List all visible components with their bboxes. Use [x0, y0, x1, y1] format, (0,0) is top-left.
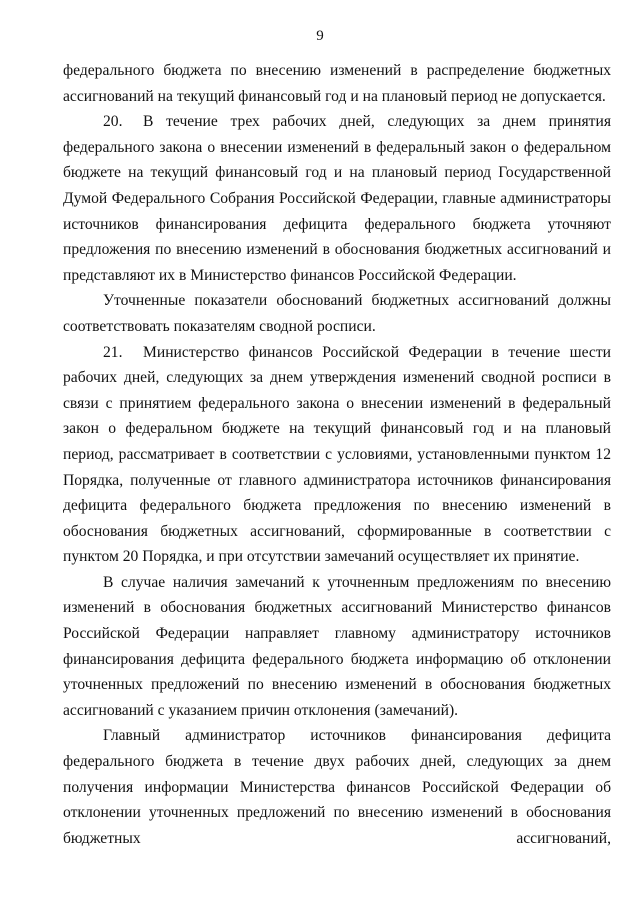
paragraph-remarks: В случае наличия замечаний к уточненным предложениям по внесению изменений в обоснования бюджетных ассигнований Министерство финансов Российской Федерации направляет главному администратору источников финансирования дефицита федерального бюджета информацию об отклонении уточненных предложений по внесению изменений в обоснования бюджетных ассигнований с указанием причин отклонения (замечаний).	[63, 573, 611, 719]
paragraph-chief-administrator: Главный администратор источников финансирования дефицита федерального бюджета в течение двух рабочих дней, следующих за днем получения информации Министерства финансов Российской Федерации об отклонении уточненных предложений по внесению изменений в обоснования бюджетных ассигнований,	[63, 727, 611, 847]
paragraph-text-20: В течение трех рабочих дней, следующих за днем принятия федерального закона о внесении изменений в федеральный закон о федеральном бюджете на текущий финансовый год и на плановый период Государственной Думой Федерального Собрания Российской Федерации, главные администраторы источников финансирования дефицита федерального бюджета уточняют предложения по внесению изменений в обоснования бюджетных ассигнований и представляют их в Министерство финансов Российской Федерации.	[63, 113, 611, 284]
item-number-20: 20.	[103, 113, 123, 131]
paragraph-item-20	[63, 109, 611, 288]
paragraph-item-21	[63, 340, 611, 570]
paragraph-text-21: Министерство финансов Российской Федерации в течение шести рабочих дней, следующих за днем утверждения изменений сводной росписи в связи с принятием федерального закона о внесении изменений в федеральный закон о федеральном бюджете на текущий финансовый год и на плановый период, рассматривает в соответствии с условиями, установленными пунктом 12 Порядка, полученные от главного администратора источников финансирования дефицита федерального бюджета предложения по внесению изменений в обоснования бюджетных ассигнований, сформированные в соответствии с пунктом 20 Порядка, и при отсутствии замечаний осуществляет их принятие.	[63, 343, 611, 566]
document-body	[63, 58, 611, 851]
item-number-21: 21.	[103, 343, 123, 361]
page-number: 9	[316, 28, 324, 44]
paragraph-continuation: федерального бюджета по внесению изменений в распределение бюджетных ассигнований на текущий финансовый год и на плановый период не допускается.	[63, 62, 611, 105]
paragraph-refined-indicators: Уточненные показатели обоснований бюджетных ассигнований должны соответствовать показателям сводной росписи.	[63, 292, 611, 335]
